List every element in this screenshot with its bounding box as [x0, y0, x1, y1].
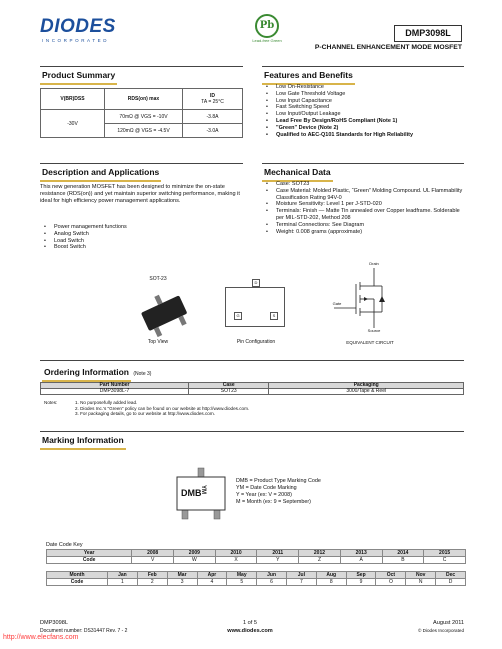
section-header-product-summary — [40, 66, 243, 82]
section-header-features — [262, 66, 464, 82]
col-header: Packaging — [269, 383, 464, 389]
footer-page: 1 of 5 — [243, 620, 257, 626]
chip-code: DMB — [181, 488, 202, 498]
row-label: Code — [47, 557, 132, 564]
notes-list — [75, 400, 455, 417]
row-label: Month — [47, 572, 108, 579]
col-header-vbr: V(BR)DSS — [41, 89, 105, 110]
year-code-cell: A — [340, 557, 382, 564]
equivalent-circuit-symbol — [330, 268, 390, 330]
note-item: 2. Diodes Inc.'s "Green" policy can be found on our website at http://www.diodes.com. — [75, 405, 250, 411]
logo-wordmark: DIODES — [40, 16, 116, 37]
year-code-cell: Z — [299, 557, 341, 564]
features-list — [266, 84, 466, 138]
year-cell: 2014 — [382, 550, 424, 557]
mechanical-item: • Terminals: Finish — Matte Tin annealed over Copper leadframe. Solderable per MIL-STD-202, Method 208 — [266, 208, 466, 222]
month-code-cell: N — [406, 579, 436, 586]
application-item: • Power management functions — [44, 224, 234, 231]
month-code-cell: 6 — [257, 579, 287, 586]
mechanical-list — [266, 181, 466, 235]
year-code-table — [46, 549, 466, 564]
footer-part: DMP3098L — [40, 620, 68, 626]
equivalent-circuit-caption: EQUIVALENT CIRCUIT — [346, 340, 394, 345]
month-code-cell: 9 — [346, 579, 376, 586]
drain-label: Drain — [369, 261, 379, 266]
ordering-table — [40, 382, 464, 395]
month-code-table — [46, 571, 466, 586]
year-cell: 2013 — [340, 550, 382, 557]
row-label: Code — [47, 579, 108, 586]
month-cell: Feb — [137, 572, 167, 579]
date-code-key-title: Date Code Key — [46, 542, 83, 548]
year-cell: 2012 — [299, 550, 341, 557]
legend-item: YM = Date Code Marking — [236, 485, 297, 491]
legend-item: M = Month (ex: 9 = September) — [236, 499, 311, 505]
col-header-rds: RDS(on) max — [105, 89, 183, 110]
year-cell: 2011 — [257, 550, 299, 557]
pin-config-outline — [225, 280, 285, 327]
section-header-description — [40, 163, 243, 179]
rds-value: 70mΩ @ VGS = -10V — [105, 110, 183, 124]
footer-date: August 2011 — [433, 620, 464, 626]
year-code-cell: Y — [257, 557, 299, 564]
gate-label: Gate — [332, 301, 342, 306]
year-code-cell: W — [174, 557, 216, 564]
month-cell: Apr — [197, 572, 227, 579]
section-header-ordering — [40, 360, 464, 376]
section-title: Product Summary — [40, 67, 117, 85]
month-code-cell: 5 — [227, 579, 257, 586]
year-code-cell: C — [424, 557, 466, 564]
month-code-cell: O — [376, 579, 406, 586]
mechanical-item: • Weight: 0.008 grams (approximate) — [266, 229, 466, 236]
part-number-cell: DMP3098L-7 — [41, 389, 189, 395]
month-code-cell: 2 — [137, 579, 167, 586]
id-value: -3.8A — [183, 110, 243, 124]
month-cell: Dec — [436, 572, 466, 579]
feature-item: • "Green" Device (Note 2) — [266, 125, 466, 132]
part-number-box: DMP3098L — [394, 25, 462, 42]
section-header-mechanical — [262, 163, 464, 179]
year-cell: 2009 — [174, 550, 216, 557]
top-view-caption: Top View — [147, 339, 169, 345]
product-summary-table — [40, 88, 243, 138]
case-cell: SOT23 — [189, 389, 269, 395]
col-header-id: ID TA = 25°C — [183, 89, 243, 110]
col-header: Part Number — [41, 383, 189, 389]
month-code-cell: 1 — [108, 579, 138, 586]
row-label: Year — [47, 550, 132, 557]
sot23-package-drawing — [130, 283, 200, 343]
feature-item: • Lead Free By Design/RoHS Compliant (Note 1) — [266, 118, 466, 125]
application-item: • Boost Switch — [44, 244, 234, 251]
feature-item: • Low On-Resistance — [266, 84, 466, 91]
month-cell: Jun — [257, 572, 287, 579]
feature-item: • Fast Switching Speed — [266, 104, 466, 111]
month-code-cell: 8 — [316, 579, 346, 586]
rds-value: 120mΩ @ VGS = -4.5V — [105, 124, 183, 138]
chip-date-code: YM — [200, 485, 206, 494]
applications-list — [44, 224, 234, 251]
feature-item: • Low Gate Threshold Voltage — [266, 91, 466, 98]
month-cell: Oct — [376, 572, 406, 579]
month-cell: Jan — [108, 572, 138, 579]
note-item: 3. For packaging details, go to our website at http://www.diodes.com. — [75, 411, 215, 417]
page-subtitle: P-CHANNEL ENHANCEMENT MODE MOSFET — [314, 44, 462, 51]
id-value: -3.0A — [183, 124, 243, 138]
year-code-cell: B — [382, 557, 424, 564]
legend-item: DMB = Product Type Marking Code — [236, 478, 321, 484]
pin-config-caption: Pin Configuration — [236, 339, 276, 345]
col-header: Case — [189, 383, 269, 389]
month-code-cell: 4 — [197, 579, 227, 586]
month-cell: Aug — [316, 572, 346, 579]
feature-item: • Low Input Capacitance — [266, 98, 466, 105]
section-title: Marking Information — [40, 432, 126, 450]
year-cell: 2015 — [424, 550, 466, 557]
month-cell: Jul — [286, 572, 316, 579]
feature-item: • Low Input/Output Leakage — [266, 111, 466, 118]
year-cell: 2010 — [215, 550, 257, 557]
pin-s: S — [270, 312, 278, 320]
month-code-cell: 3 — [167, 579, 197, 586]
footer-copyright: © Diodes Incorporated — [417, 628, 464, 633]
footer-site-link[interactable]: www.diodes.com — [227, 628, 273, 634]
month-cell: Mar — [167, 572, 197, 579]
section-title: Ordering Information (Note 3) — [40, 361, 153, 387]
mechanical-item: • Case Material: Molded Plastic, “Green” Molding Compound. UL Flammability Classification Rating 94V-0 — [266, 188, 466, 202]
year-code-cell: X — [215, 557, 257, 564]
section-title: Mechanical Data — [262, 164, 333, 182]
section-title: Description and Applications — [40, 164, 161, 182]
month-cell: Nov — [406, 572, 436, 579]
month-cell: Sep — [346, 572, 376, 579]
packaging-cell: 3000/Tape & Reel — [269, 389, 464, 395]
note-item: 1. No purposefully added lead. — [75, 400, 138, 405]
lead-free-icon: Pb — [255, 14, 279, 38]
vbr-value: -30V — [41, 110, 105, 138]
marking-legend — [236, 478, 416, 506]
pin-g: G — [234, 312, 242, 320]
description-text: This new generation MOSFET has been designed to minimize the on-state resistance (RDS(on)) and yet maintain superior switching performance, making it ideal for high efficiency power management applications. — [40, 184, 240, 204]
application-item: • Analog Switch — [44, 231, 234, 238]
month-code-cell: 7 — [286, 579, 316, 586]
logo-subtitle: INCORPORATED — [42, 38, 110, 43]
mechanical-item: • Moisture Sensitivity: Level 1 per J-STD-020 — [266, 201, 466, 208]
pin-d: D — [252, 279, 260, 287]
mechanical-item: • Case: SOT23 — [266, 181, 466, 188]
month-code-cell: D — [436, 579, 466, 586]
section-header-marking — [40, 431, 464, 447]
notes-label: Notes: — [44, 400, 58, 405]
mechanical-item: • Terminal Connections: See Diagram — [266, 222, 466, 229]
lead-free-label: Lead-free Green — [252, 38, 282, 43]
application-item: • Load Switch — [44, 238, 234, 245]
month-cell: May — [227, 572, 257, 579]
watermark-link[interactable]: http://www.elecfans.com — [3, 634, 79, 641]
year-code-cell: V — [132, 557, 174, 564]
section-title: Features and Benefits — [262, 67, 355, 85]
package-label: SOT-23 — [149, 276, 167, 282]
footer-docnum: Document number: DS31447 Rev. 7 - 2 — [40, 628, 128, 634]
legend-item: Y = Year (ex: V = 2008) — [236, 492, 292, 498]
source-label: Source — [367, 328, 381, 333]
diodes-logo — [40, 17, 152, 47]
feature-item: • Qualified to AEC-Q101 Standards for High Reliability — [266, 132, 466, 139]
year-cell: 2008 — [132, 550, 174, 557]
